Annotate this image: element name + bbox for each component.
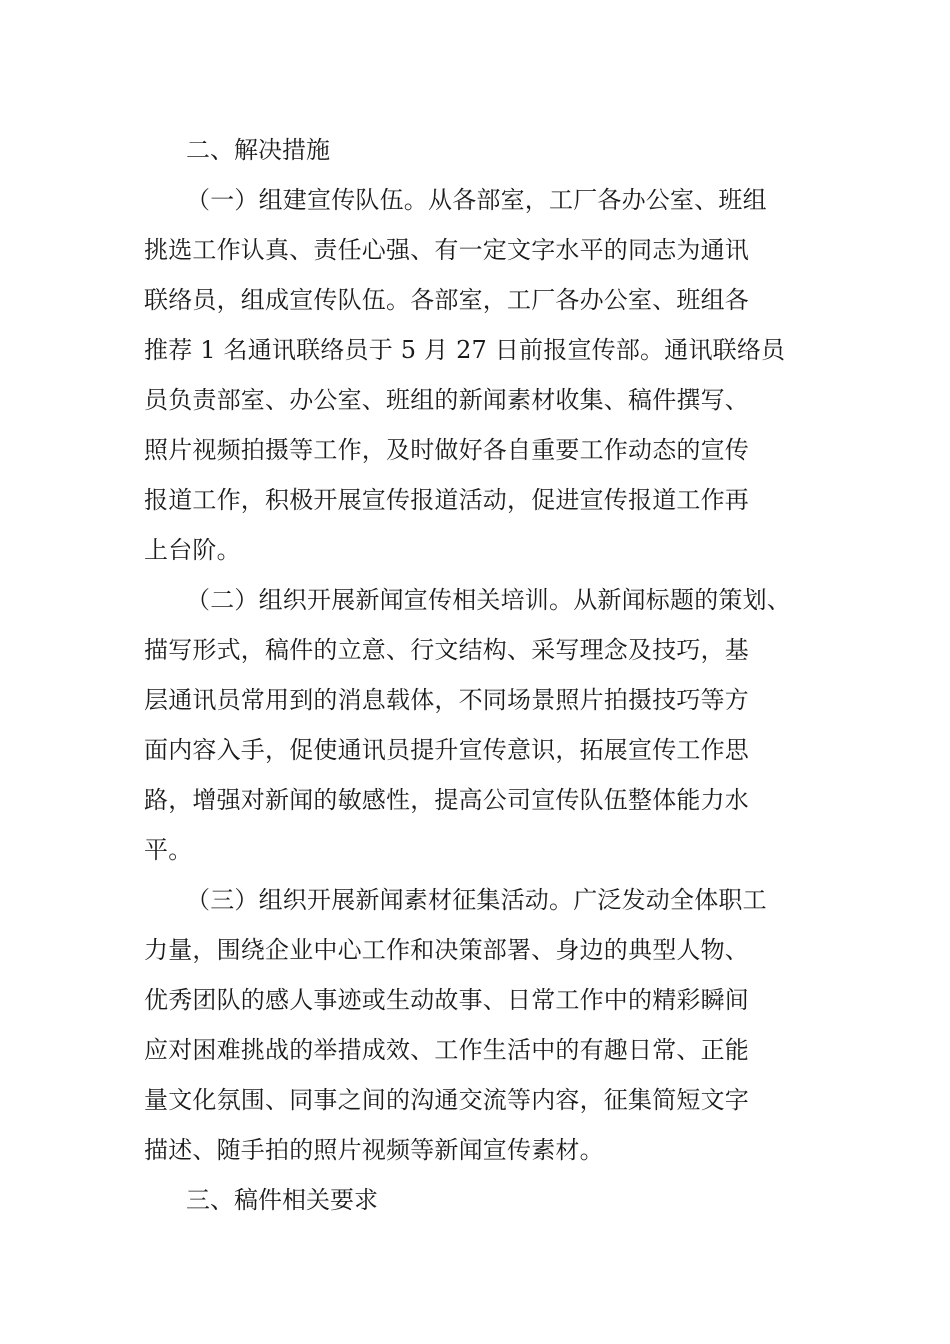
paragraph-line: 推荐 1 名通讯联络员于 5 月 27 日前报宣传部。通讯联络员 <box>144 336 786 364</box>
paragraph-line: 照片视频拍摄等工作，及时做好各自重要工作动态的宣传 <box>144 436 749 464</box>
paragraph-line: 挑选工作认真、责任心强、有一定文字水平的同志为通讯 <box>144 236 749 264</box>
paragraph-line: 面内容入手，促使通讯员提升宣传意识，拓展宣传工作思 <box>144 736 749 764</box>
section-heading-manuscript-requirements: 三、稿件相关要求 <box>186 1186 378 1214</box>
document-body <box>144 125 816 1225</box>
paragraph-line: 层通讯员常用到的消息载体，不同场景照片拍摄技巧等方 <box>144 686 749 714</box>
paragraph-build-team <box>144 175 816 575</box>
paragraph-line: 上台阶。 <box>144 536 241 564</box>
paragraph-line: 量文化氛围、同事之间的沟通交流等内容，征集简短文字 <box>144 1086 749 1114</box>
paragraph-material-collection <box>144 875 816 1175</box>
paragraph-line: 描述、随手拍的照片视频等新闻宣传素材。 <box>144 1136 604 1164</box>
paragraph-line: 优秀团队的感人事迹或生动故事、日常工作中的精彩瞬间 <box>144 986 749 1014</box>
paragraph-training <box>144 575 816 875</box>
paragraph-line: 力量，围绕企业中心工作和决策部署、身边的典型人物、 <box>144 936 749 964</box>
paragraph-line: （三）组织开展新闻素材征集活动。广泛发动全体职工 <box>186 886 767 914</box>
paragraph-line: 报道工作，积极开展宣传报道活动，促进宣传报道工作再 <box>144 486 749 514</box>
paragraph-line: 描写形式，稿件的立意、行文结构、采写理念及技巧，基 <box>144 636 749 664</box>
section-heading-measures: 二、解决措施 <box>186 136 330 164</box>
paragraph-line: （二）组织开展新闻宣传相关培训。从新闻标题的策划、 <box>186 586 791 614</box>
paragraph-line: 员负责部室、办公室、班组的新闻素材收集、稿件撰写、 <box>144 386 749 414</box>
paragraph-line: 联络员，组成宣传队伍。各部室，工厂各办公室、班组各 <box>144 286 749 314</box>
paragraph-line: 应对困难挑战的举措成效、工作生活中的有趣日常、正能 <box>144 1036 749 1064</box>
paragraph-line: 平。 <box>144 836 193 864</box>
paragraph-line: 路，增强对新闻的敏感性，提高公司宣传队伍整体能力水 <box>144 786 749 814</box>
paragraph-line: （一）组建宣传队伍。从各部室，工厂各办公室、班组 <box>186 186 767 214</box>
